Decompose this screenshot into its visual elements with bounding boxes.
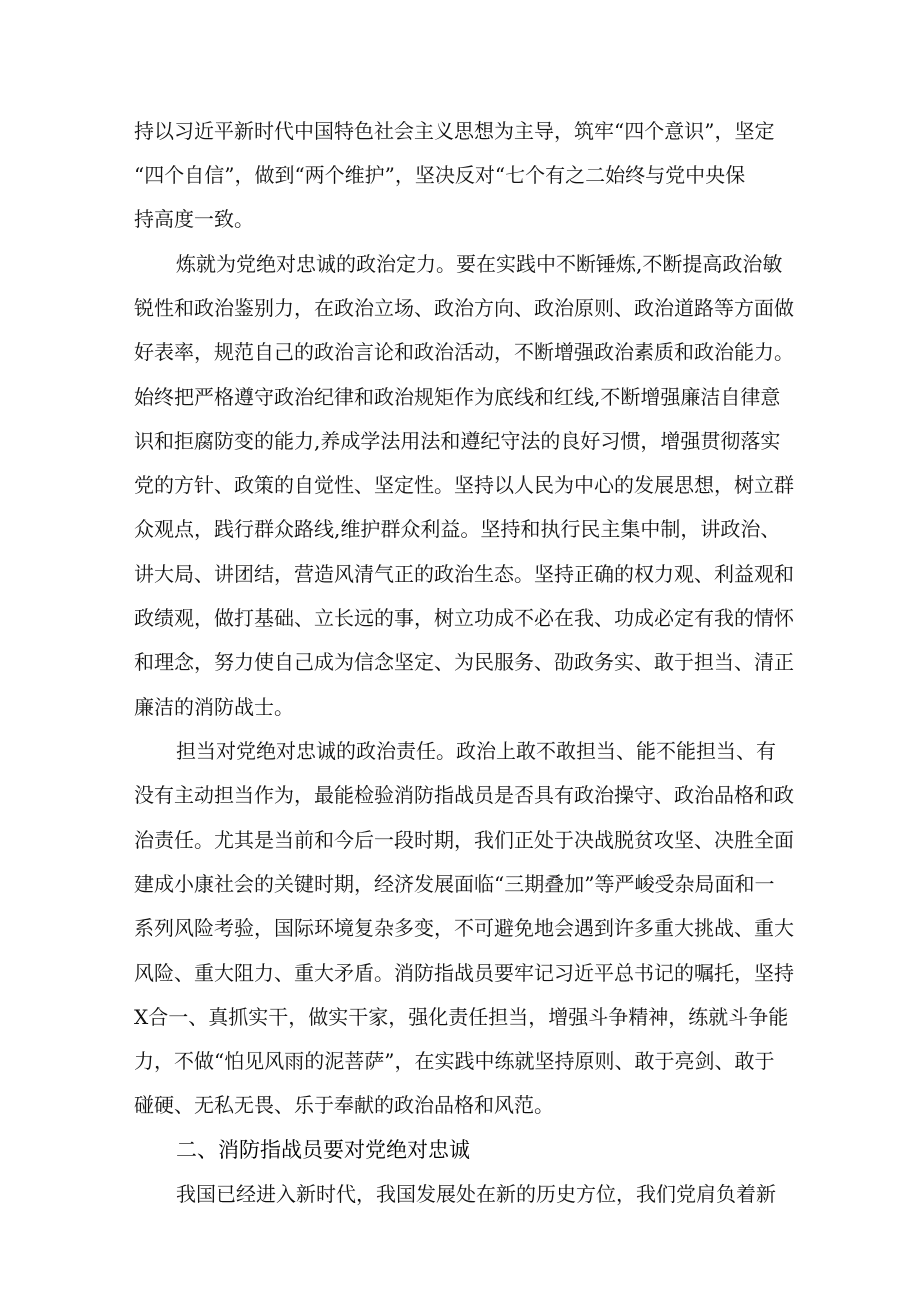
text-line: 锐性和政治鉴别力，在政治立场、政治方向、政治原则、政治道路等方面做 (134, 296, 794, 320)
text-line: 好表率，规范自己的政治言论和政治活动，不断增强政治素质和政治能力。 (134, 340, 794, 364)
text-line: 治责任。尤其是当前和今后一段时期，我们正处于决战脱贫攻坚、决胜全面 (134, 828, 794, 852)
text-line: 持以习近平新时代中国特色社会主义思想为主导，筑牢“四个意识”，坚定 (134, 119, 775, 143)
text-line: 和理念，努力使自己成为信念坚定、为民服务、劭政务实、敢于担当、清正 (134, 650, 794, 674)
text-line: 持高度一致。 (134, 207, 254, 231)
text-line: 讲大局、讲团结，营造风清气正的政治生态。坚持正确的权力观、利益观和 (134, 562, 794, 586)
text-line: 政绩观，做打基础、立长远的事，树立功成不必在我、功成必定有我的情怀 (134, 606, 794, 630)
text-line: 建成小康社会的关键时期，经济发展面临“三期叠加”等严峻受杂局面和一 (134, 872, 775, 896)
text-line: 没有主动担当作为，最能检验消防指战员是否具有政治操守、政治品格和政 (134, 783, 794, 807)
text-line: 始终把严格遵守政治纪律和政治规矩作为底线和红线,不断增强廉洁自律意 (134, 385, 781, 409)
text-line: 廉洁的消防战士。 (134, 695, 294, 719)
text-line: 众观点，践行群众路线,维护群众利益。坚持和执行民主集中制，讲政治、 (134, 517, 781, 541)
text-line: 系列风险考验，国际环境复杂多变，不可避免地会遇到许多重大挑战、重大 (134, 916, 794, 940)
text-line: 力，不做“怕见风雨的泥菩萨”，在实践中练就坚持原则、敢于亮剑、敢于 (134, 1049, 775, 1073)
text-line: 风险、重大阻力、重大矛盾。消防指战员要牢记习近平总书记的嘱托，坚持 (134, 961, 794, 985)
text-line: “四个自信”，做到“两个维护”，坚决反对“七个有之二始终与党中央保 (134, 163, 746, 187)
text-line: 党的方针、政策的自觉性、坚定性。坚持以人民为中心的发展思想，树立群 (134, 473, 794, 497)
paragraph-first-line: 我国已经进入新时代，我国发展处在新的历史方位，我们党肩负着新 (176, 1182, 776, 1206)
section-heading: 二、消防指战员要对党绝对忠诚 (176, 1138, 470, 1162)
paragraph-first-line: 炼就为党绝对忠诚的政治定力。要在实践中不断锤炼,不断提高政治敏 (176, 252, 783, 276)
text-line: X合一、真抓实干，做实干家，强化责任担当，增强斗争精神，练就斗争能 (134, 1005, 789, 1029)
text-line: 碰硬、无私无畏、乐于奉献的政治品格和风范。 (134, 1093, 554, 1117)
text-line: 识和拒腐防变的能力,养成学法用法和遵纪守法的良好习惯，增强贯彻落实 (134, 429, 781, 453)
paragraph-first-line: 担当对党绝对忠诚的政治责任。政治上敢不敢担当、能不能担当、有 (176, 739, 776, 763)
